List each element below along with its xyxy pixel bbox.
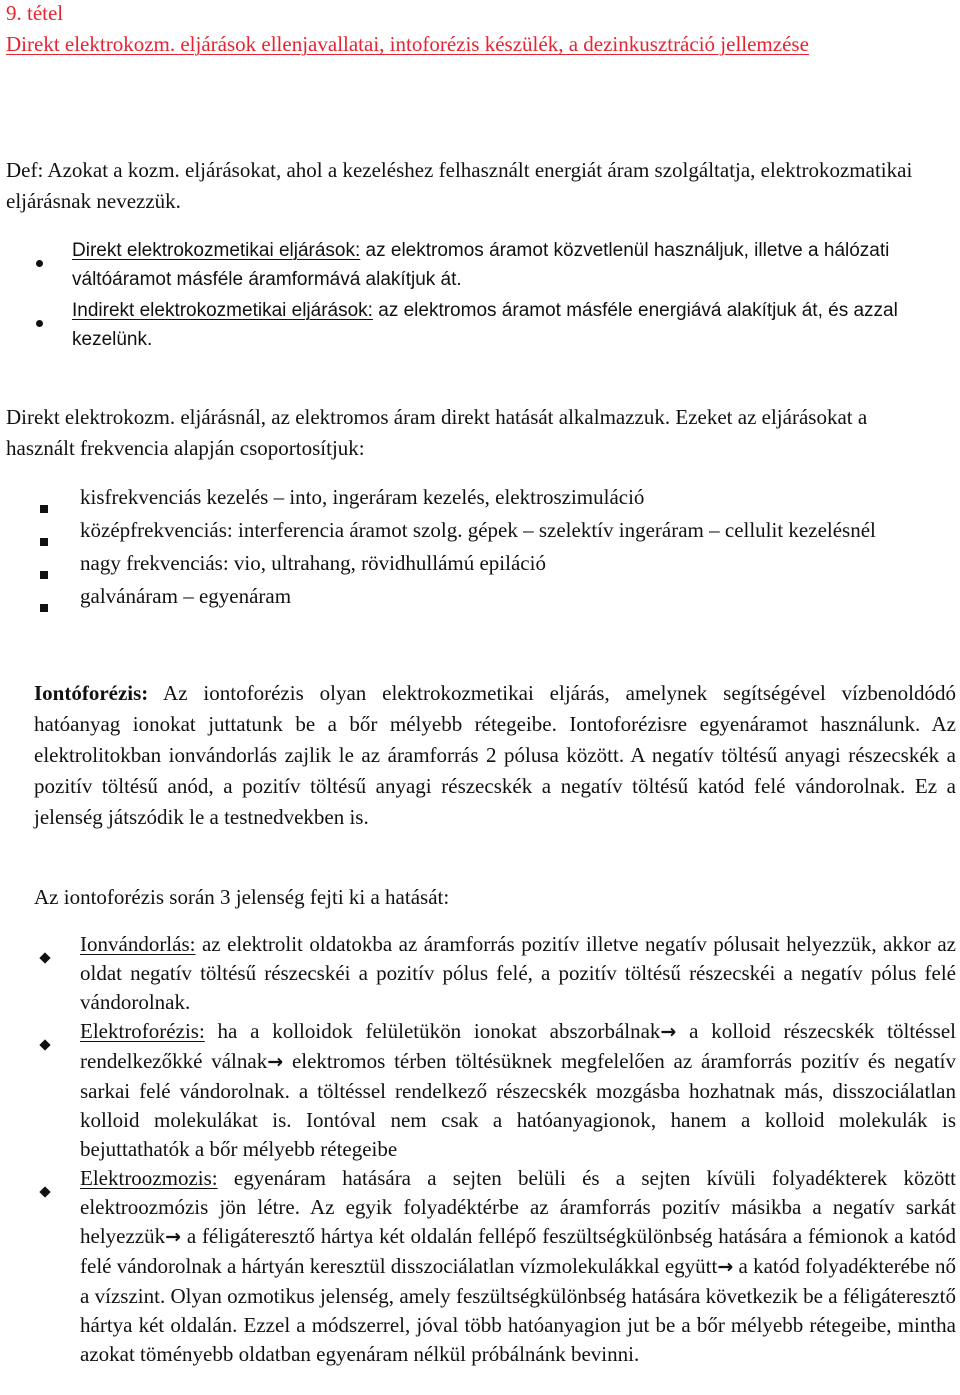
type-text: az elektromos áramot közvetlenül használjuk, illetve a hálózati váltóáramot másféle áramformává alakítjuk át. [72,240,890,290]
list-item [0,930,956,1017]
phenomenon-term: Ionvándorlás: [80,932,196,956]
list-item [0,296,958,354]
list-item [0,236,958,294]
phenomena-intro: Az iontoforézis során 3 jelenség fejti ki a hatását: [34,885,450,909]
list-item [0,1017,956,1164]
frequency-item-text: galvánáram – egyenáram [80,584,292,608]
type-term: Direkt elektrokozmetikai eljárások: [72,240,361,261]
round-bullet-icon [36,247,43,276]
phenomenon-text: a katód folyadékterébe nő a vízszint. Olyan ozmotikus jelenség, amely feszültségkülönbség hatására következik be a féligáteresztő hártya két oldalán. Ezzel a módszerrel, jóval több hatóanyagion jut be a bőr mélyebb rétegeibe, mintha azokat töményebb oldatban egyenáram nélkül próbálnánk bevinni. [80,1254,957,1366]
phenomena-list [0,930,960,1369]
arrow-icon: → [660,1021,677,1043]
list-item [0,547,926,580]
arrow-icon: → [717,1256,734,1278]
direct-intro-paragraph: Direkt elektrokozm. eljárásnál, az elektromos áram direkt hatását alkalmazzuk. Ezeket az eljárásokat a használt frekvencia alapján csoportosítjuk: [6,405,868,460]
arrow-icon: → [165,1226,182,1248]
frequency-item-text: nagy frekvenciás: vio, ultrahang, rövidhullámú epiláció [80,551,546,575]
iontophoresis-term: Iontóforézis: [34,681,149,705]
diamond-bullet-icon [41,1028,49,1057]
frequency-item-text: kisfrekvenciás kezelés – into, ingeráram kezelés, elektroszimuláció [80,485,645,509]
phenomenon-term: Elektroforézis: [80,1019,205,1043]
diamond-bullet-icon [41,941,49,970]
iontophoresis-paragraph [34,678,956,833]
iontophoresis-text: Az iontoforézis olyan elektrokozmetikai eljárás, amelynek segítségével vízbenoldódó hatóanyag ionokat juttatunk be a bőr mélyebb rétegeibe. Iontoforézisre egyenáramot használunk. Az elektrolitokban ionvándorlás zajlik le az áramforrás 2 pólusa között. A negatív töltésű anyagi részecskék a pozitív töltésű anód, a pozitív töltésű anyagi részecskék a negatív töltésű katód felé vándorolnak. Ez a jelenség játszódik le a testnedvekben is. [34,681,956,829]
list-item [0,514,926,547]
types-list [0,236,960,354]
arrow-icon: → [267,1051,284,1073]
list-item [0,580,926,613]
frequency-item-text: középfrekvenciás: interferencia áramot szolg. gépek – szelektív ingeráram – cellulit kezelésnél [80,518,876,542]
list-item [0,481,926,514]
definition-paragraph: Def: Azokat a kozm. eljárásokat, ahol a kezeléshez felhasznált energiát áram szolgáltatja, elektrokozmatikai eljárásnak nevezzük. [6,158,913,213]
frequency-list [0,481,960,613]
square-bullet-icon [40,589,48,622]
round-bullet-icon [36,307,43,336]
type-text: az elektromos áramot másféle energiává alakítjuk át, és azzal kezelünk. [72,300,898,350]
phenomenon-text: elektromos térben töltésüknek megfelelően az áramforrás pozitív és negatív sarkai felé vándorolnak. a töltéssel rendelkező részecskék mozgásba hozhatnak más, disszociálatlan kolloid molekulákat is. Iontóval nem csak a hatóanyagionok, hanem a kolloid molekulák is bejuttathatók a bőr mélyebb rétegeibe [80,1049,956,1161]
phenomenon-text: az elektrolit oldatokba az áramforrás pozitív illetve negatív pólusait helyezzük, akkor az oldat negatív töltésű részecskéi a pozitív pólus felé, a pozitív töltésű részecskéi a negatív pólus felé vándorolnak. [80,932,956,1014]
phenomenon-text: a féligáteresztő hártya két oldalán fellépő feszültségkülönbség hatására a fémionok a katód felé vándorolnak a hártyán keresztül disszociálatlan vízmolekulákkal együtt [80,1224,956,1278]
phenomenon-text: egyenáram hatására a sejten belüli és a sejten kívüli folyadékterek között elektroozmózis jön létre. Az egyik folyadéktérbe az áramforrás pozitív másikba a negatív sarkát helyezzük [80,1166,956,1248]
list-item [0,1164,956,1369]
diamond-bullet-icon [41,1175,49,1204]
phenomenon-text: ha a kolloidok felületükön ionokat abszorbálnak [204,1019,661,1043]
phenomenon-text: a kolloid részecskék töltéssel rendelkezőkké válnak [80,1019,956,1073]
header [6,0,946,60]
type-term: Indirekt elektrokozmetikai eljárások: [72,300,373,321]
section-title: Direkt elektrokozm. eljárások ellenjavallatai, intoforézis készülék, a dezinkusztráció jellemzése [6,32,809,56]
section-number: 9. tétel [6,1,64,25]
phenomenon-term: Elektroozmozis: [80,1166,218,1190]
